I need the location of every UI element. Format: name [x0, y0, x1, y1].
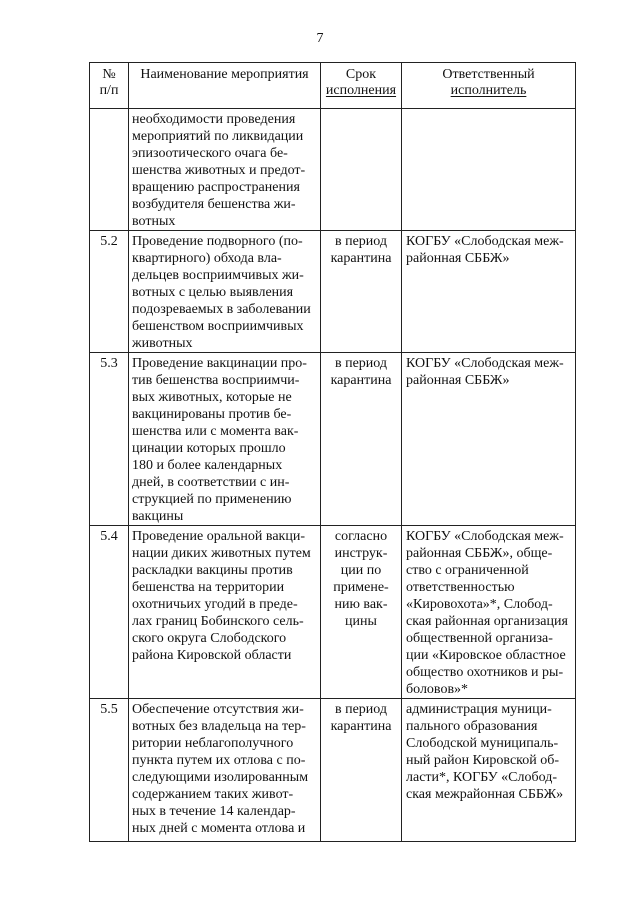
cell-responsible-line: пального образования [406, 719, 538, 734]
cell-activity-name-line: возбудителя бешенства жи- [132, 197, 296, 212]
cell-activity-name-line: лах границ Бобинского сель- [132, 614, 304, 629]
cell-responsible [402, 353, 576, 526]
cell-responsible [402, 109, 576, 231]
cell-responsible-line: районная СББЖ», обще- [406, 546, 553, 561]
cell-responsible-line: «Кировохота»*, Слобод- [406, 597, 553, 612]
cell-num: 5.2 [90, 231, 129, 353]
table-row [90, 353, 576, 526]
cell-responsible-line: общественной организа- [406, 631, 553, 646]
cell-activity-name-line: бешенством восприимчивых [132, 319, 304, 334]
cell-term-line: цины [345, 614, 377, 629]
cell-activity-name-line: раскладки вакцины против [132, 563, 293, 578]
cell-activity-name-line: тив бешенства восприимчи- [132, 373, 300, 388]
cell-activity-name-line: охотничьих угодий в преде- [132, 597, 298, 612]
cell-num: 5.4 [90, 526, 129, 699]
header-num-line: № [102, 67, 116, 82]
cell-responsible-line: ответственностью [406, 580, 515, 595]
cell-responsible-line: КОГБУ «Слободская меж- [406, 529, 564, 544]
cell-term-line: инструк- [334, 546, 388, 561]
cell-activity-name-line: Проведение вакцинации про- [132, 356, 307, 371]
cell-activity-name-line: Обеспечение отсутствия жи- [132, 702, 304, 717]
header-responsible [402, 63, 576, 109]
header-responsible-line: Ответственный [442, 67, 535, 82]
cell-activity-name-line: дельцев восприимчивых жи- [132, 268, 304, 283]
table-row [90, 231, 576, 353]
cell-activity-name-line: нации диких животных путем [132, 546, 311, 561]
cell-activity-name-line: бешенства на территории [132, 580, 285, 595]
cell-activity-name-line: 180 и более календарных [132, 458, 283, 473]
cell-responsible-line: ская межрайонная СББЖ» [406, 787, 564, 802]
cell-activity-name [129, 699, 321, 842]
cell-activity-name-line: струкцией по применению [132, 492, 292, 507]
page-number: 7 [316, 31, 324, 46]
header-name-line: Наименование мероприятия [140, 67, 309, 82]
cell-activity-name [129, 353, 321, 526]
cell-activity-name-line: подозреваемых в заболевании [132, 302, 311, 317]
cell-num: 5.3 [90, 353, 129, 526]
cell-responsible-line: КОГБУ «Слободская меж- [406, 234, 564, 249]
cell-term-line: нию вак- [334, 597, 388, 612]
cell-activity-name-line: вых животных, которые не [132, 390, 292, 405]
cell-activity-name-line: ных дней с момента отлова и [132, 821, 306, 836]
cell-activity-name-line: содержанием таких живот- [132, 787, 294, 802]
cell-responsible-line: районная СББЖ» [406, 373, 510, 388]
table-row [90, 526, 576, 699]
activities-table [89, 62, 576, 842]
cell-activity-name-line: вакцины [132, 509, 184, 524]
cell-responsible [402, 231, 576, 353]
header-num-line: п/п [99, 83, 119, 98]
cell-activity-name-line: следующими изолированным [132, 770, 309, 785]
cell-responsible-line: КОГБУ «Слободская меж- [406, 356, 564, 371]
cell-activity-name-line: ского округа Слободского [132, 631, 287, 646]
header-responsible-line: исполнитель [450, 83, 527, 98]
cell-activity-name-line: вакцинированы против бе- [132, 407, 292, 422]
cell-activity-name-line: ритории неблагополучного [132, 736, 294, 751]
cell-term [321, 231, 402, 353]
cell-activity-name-line: животных [132, 336, 193, 351]
cell-responsible-line: Слободской муниципаль- [406, 736, 559, 751]
cell-activity-name-line: ных в течение 14 календар- [132, 804, 296, 819]
cell-term-line: ции по [340, 563, 382, 578]
cell-responsible-line: районная СББЖ» [406, 251, 510, 266]
cell-term [321, 699, 402, 842]
cell-responsible-line: ласти*, КОГБУ «Слобод- [406, 770, 558, 785]
cell-responsible-line: ции «Кировское областное [406, 648, 566, 663]
cell-term-line: в период [334, 356, 388, 371]
table-header-row [90, 63, 576, 109]
cell-num [90, 109, 129, 231]
cell-responsible [402, 699, 576, 842]
cell-activity-name-line: вотных с целью выявления [132, 285, 294, 300]
cell-num: 5.5 [90, 699, 129, 842]
cell-responsible-line: боловов»* [406, 682, 469, 697]
cell-responsible-line: ный район Кировской об- [406, 753, 560, 768]
cell-activity-name [129, 109, 321, 231]
cell-activity-name-line: мероприятий по ликвидации [132, 129, 304, 144]
cell-term-line: согласно [334, 529, 388, 544]
cell-activity-name-line: Проведение оральной вакци- [132, 529, 305, 544]
cell-responsible-line: общество охотников и ры- [406, 665, 564, 680]
cell-activity-name-line: пункта путем их отлова с по- [132, 753, 306, 768]
cell-responsible [402, 526, 576, 699]
cell-activity-name [129, 231, 321, 353]
cell-term-line: в период [334, 702, 388, 717]
table-row [90, 109, 576, 231]
cell-activity-name-line: шенства или с момента вак- [132, 424, 299, 439]
header-term [321, 63, 402, 109]
cell-activity-name-line: дней, в соответствии с ин- [132, 475, 290, 490]
cell-term-line: карантина [330, 719, 392, 734]
cell-activity-name-line: квартирного) обхода вла- [132, 251, 282, 266]
cell-responsible-line: ская районная организация [406, 614, 568, 629]
cell-activity-name-line: необходимости проведения [132, 112, 296, 127]
cell-responsible-line: ство с ограниченной [406, 563, 529, 578]
cell-activity-name-line: вотных [132, 214, 176, 229]
cell-activity-name-line: цинации которых прошло [132, 441, 286, 456]
header-name [129, 63, 321, 109]
cell-activity-name-line: района Кировской области [132, 648, 292, 663]
cell-activity-name-line: вращению распространения [132, 180, 300, 195]
cell-term [321, 526, 402, 699]
header-term-line: исполнения [325, 83, 397, 98]
header-num [90, 63, 129, 109]
cell-term-line: примене- [333, 580, 389, 595]
cell-activity-name-line: шенства животных и предот- [132, 163, 306, 178]
table-row [90, 699, 576, 842]
cell-activity-name-line: вотных без владельца на тер- [132, 719, 306, 734]
cell-activity-name-line: эпизоотического очага бе- [132, 146, 288, 161]
cell-term [321, 353, 402, 526]
header-term-line: Срок [345, 67, 377, 82]
cell-term-line: карантина [330, 251, 392, 266]
cell-term [321, 109, 402, 231]
cell-activity-name [129, 526, 321, 699]
cell-activity-name-line: Проведение подворного (по- [132, 234, 303, 249]
cell-responsible-line: администрация муници- [406, 702, 552, 717]
cell-term-line: карантина [330, 373, 392, 388]
cell-term-line: в период [334, 234, 388, 249]
